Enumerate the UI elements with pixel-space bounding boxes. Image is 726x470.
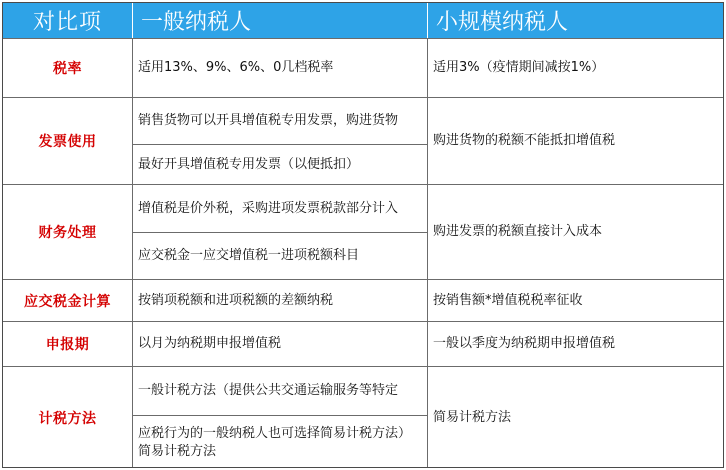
general-cell: 适用13%、9%、6%、0几档税率 (133, 39, 428, 97)
small-cell: 适用3%（疫情期间减按1%） (433, 60, 605, 75)
general-subcell: 销售货物可以开具增值税专用发票，购进货物 (133, 98, 427, 145)
small-cell: 购进发票的税额直接计入成本 (433, 224, 603, 239)
row-label: 计税方法 (3, 367, 133, 468)
general-subcell: 应交税金一应交增值税一进项税额科目 (138, 248, 360, 263)
small-cell: 按销售额*增值税税率征收 (433, 292, 583, 308)
small-cell: 一般以季度为纳税期申报增值税 (433, 336, 616, 351)
row-label: 发票使用 (3, 98, 133, 184)
row-label: 申报期 (3, 322, 133, 366)
general-subcell: 最好开具增值税专用发票（以便抵扣） (138, 156, 360, 172)
comparison-table (2, 2, 724, 468)
small-cell: 购进货物的税额不能抵扣增值税 (433, 133, 616, 148)
small-cell: 简易计税方法 (433, 410, 512, 425)
table-row-tax-rate (3, 39, 723, 98)
general-cell: 按销项税额和进项税额的差额纳税 (133, 280, 428, 321)
table-row-accounting (3, 185, 723, 280)
table-row-filing-period (3, 322, 723, 367)
header-col-item: 对比项 (3, 3, 133, 38)
general-subcell: 一般计税方法（提供公共交通运输服务等特定 (133, 367, 427, 416)
header-row (3, 3, 723, 39)
table-row-tax-calc (3, 280, 723, 322)
table-row-invoice (3, 98, 723, 185)
general-subcell: 增值税是价外税，采购进项发票税款部分计入 (133, 185, 427, 233)
general-cell (133, 185, 428, 279)
general-cell: 以月为纳税期申报增值税 (133, 322, 428, 366)
row-label: 税率 (3, 39, 133, 97)
row-label: 财务处理 (3, 185, 133, 279)
row-label: 应交税金计算 (3, 280, 133, 321)
table-row-tax-method (3, 367, 723, 468)
header-col-small: 小规模纳税人 (436, 10, 569, 35)
general-cell (133, 98, 428, 184)
header-col-general: 一般纳税人 (133, 3, 428, 38)
general-cell (133, 367, 428, 468)
general-subcell: 应税行为的一般纳税人也可选择简易计税方法）简易计税方法 (138, 425, 412, 459)
